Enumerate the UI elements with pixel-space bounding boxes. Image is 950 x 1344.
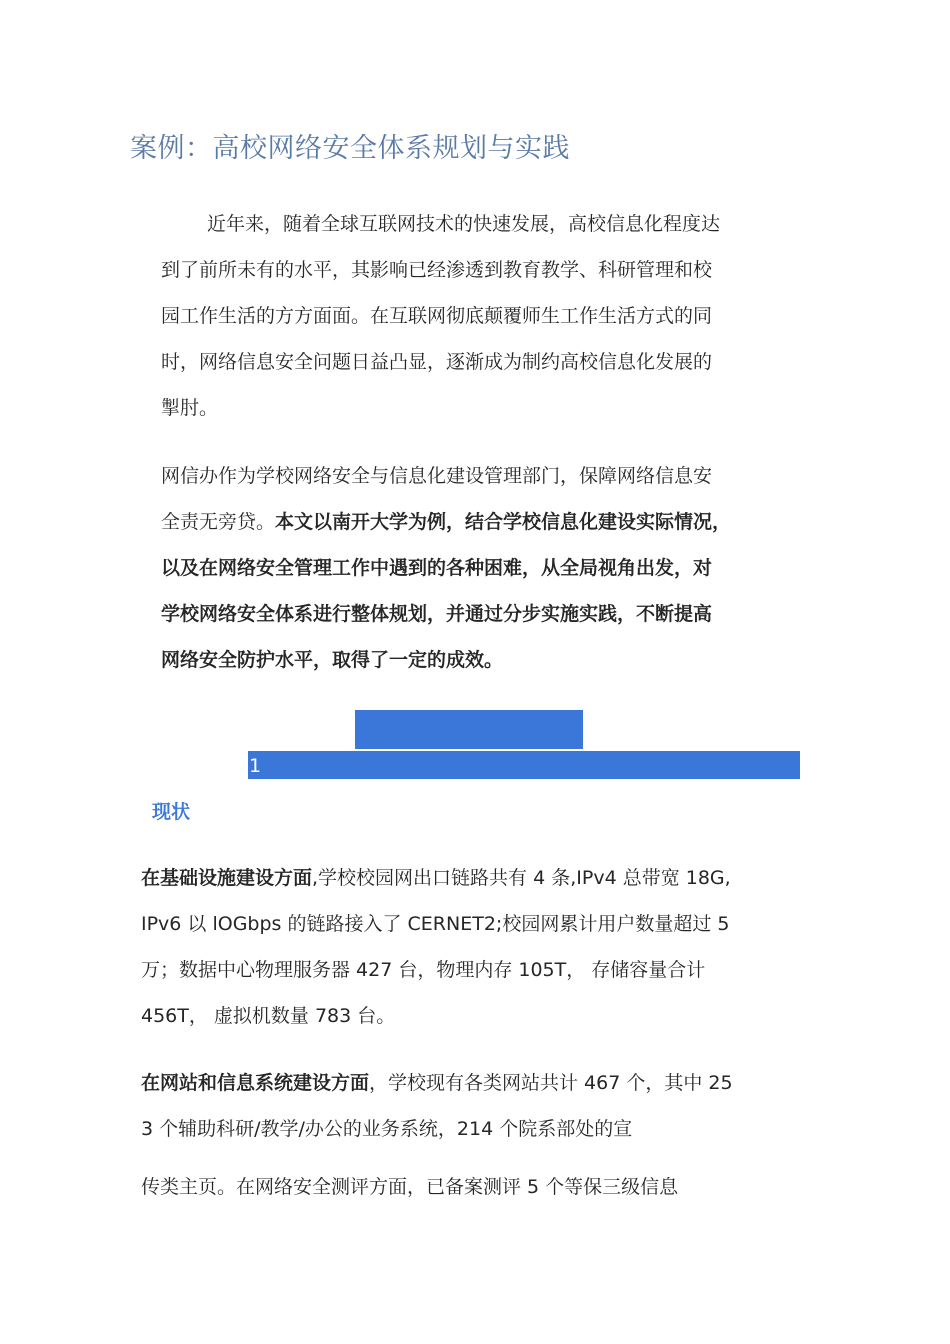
- purpose-bold-text: 网络安全防护水平，取得了一定的成效。: [161, 649, 504, 671]
- purpose-bold-text: 学校网络安全体系进行整体规划，并通过分步实施实践，不断提高: [161, 603, 713, 625]
- intro-line: 近年来，随着全球互联网技术的快速发展，高校信息化程度达: [207, 213, 721, 235]
- infrastructure-line: 万；数据中心物理服务器 427 台，物理内存 105T， 存储容量合计: [141, 959, 706, 981]
- section-heading: 现状: [152, 801, 191, 823]
- intro-line: 到了前所未有的水平，其影响已经渗透到教育教学、科研管理和校: [161, 259, 713, 281]
- purpose-line: [161, 499, 731, 545]
- evaluation-paragraph: [141, 1164, 678, 1210]
- purpose-paragraph: [161, 453, 731, 683]
- infrastructure-lead: 在基础设施建设方面: [141, 867, 313, 889]
- purpose-bold-line: [161, 637, 731, 683]
- purpose-line: 网信办作为学校网络安全与信息化建设管理部门，保障网络信息安: [161, 465, 713, 487]
- infrastructure-paragraph: [141, 855, 731, 1039]
- intro-paragraph: [161, 201, 720, 431]
- websites-text: ，学校现有各类网站共计 467 个，其中 25: [369, 1072, 733, 1094]
- evaluation-line: 传类主页。在网络安全测评方面，已备案测评 5 个等保三级信息: [141, 1176, 679, 1198]
- infrastructure-line: IPv6 以 lOGbps 的链路接入了 CERNET2;校园网累计用户数量超过 5: [141, 913, 730, 935]
- page-title: 案例：高校网络安全体系规划与实践: [130, 133, 570, 164]
- intro-line: 时，网络信息安全问题日益凸显，逐渐成为制约高校信息化发展的: [161, 351, 713, 373]
- purpose-bold-text: 以及在网络安全管理工作中遇到的各种困难，从全局视角出发，对: [161, 557, 713, 579]
- websites-line: [141, 1060, 733, 1106]
- purpose-bold-line: [161, 591, 731, 637]
- intro-line: 掣肘。: [161, 397, 219, 419]
- intro-line: 园工作生活的方方面面。在互联网彻底颠覆师生工作生活方式的同: [161, 305, 713, 327]
- websites-lead: 在网站和信息系统建设方面: [141, 1072, 370, 1094]
- purpose-plain-text: 全责无旁贷。: [161, 511, 276, 533]
- purpose-bold-line: [161, 545, 731, 591]
- infrastructure-line: [141, 855, 731, 901]
- websites-paragraph: [141, 1060, 733, 1152]
- purpose-bold-text: 本文以南开大学为例，结合学校信息化建设实际情况，: [275, 511, 732, 533]
- infrastructure-text: ,学校校园网出口链路共有 4 条,IPv4 总带宽 18G,: [312, 867, 731, 889]
- section-banner-tab: [355, 710, 583, 749]
- infrastructure-line: 456T， 虚拟机数量 783 台。: [141, 1005, 396, 1027]
- section-banner: [248, 751, 800, 779]
- section-number: 1: [249, 755, 262, 777]
- websites-line: 3 个辅助科研/教学/办公的业务系统，214 个院系部处的宣: [141, 1118, 633, 1140]
